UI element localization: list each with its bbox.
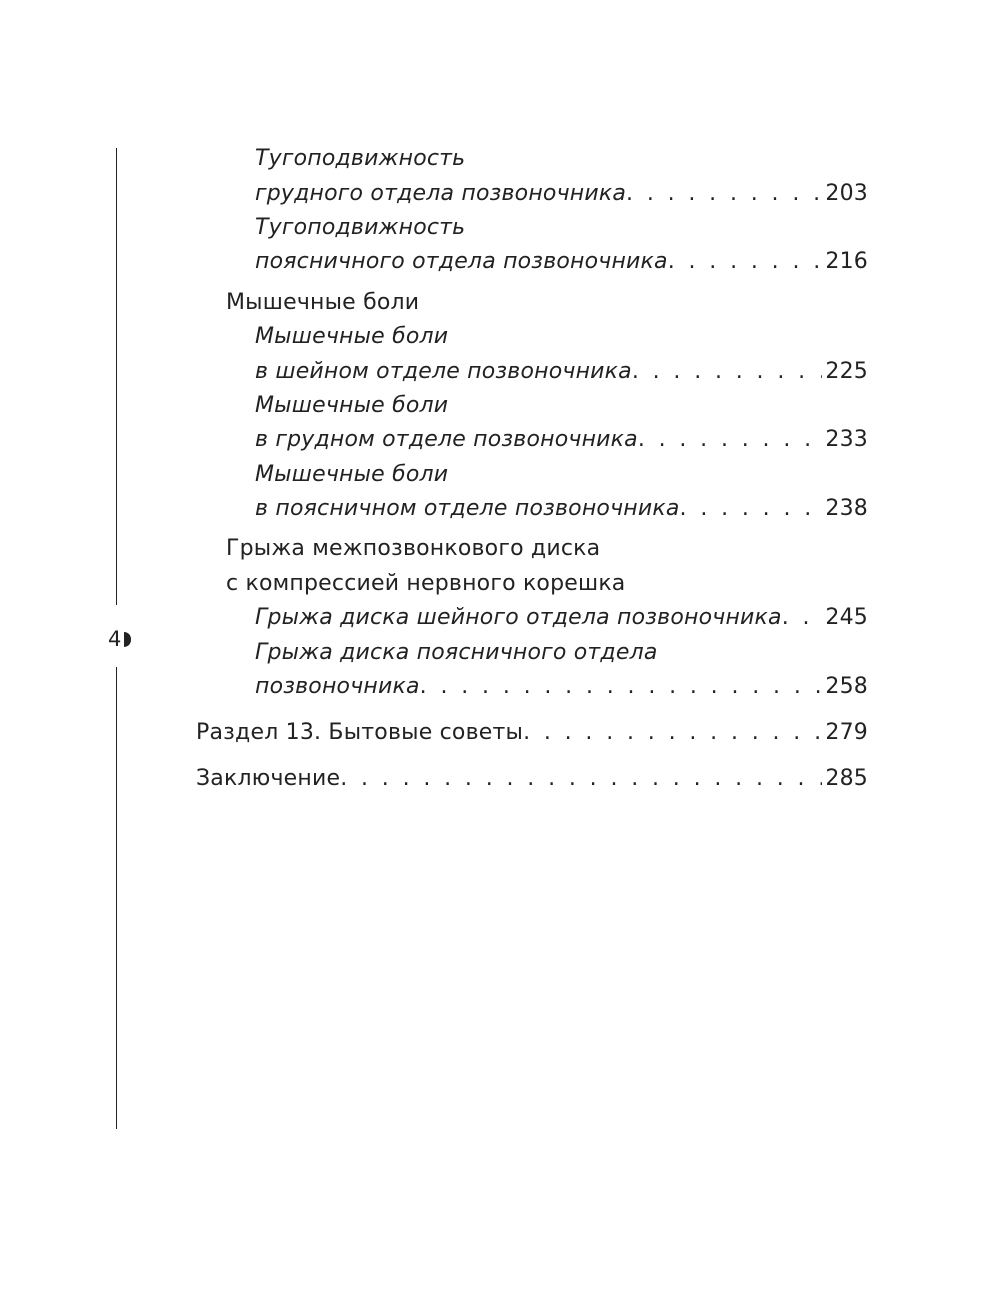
toc-entry-subsection[interactable]: Мышечные боли	[226, 290, 420, 315]
toc-entry-subsubsection: Мышечные боли	[255, 393, 449, 418]
toc-entry-subsubsection: Тугоподвижность	[255, 146, 466, 171]
toc-entry-subsubsection[interactable]: позвоночника . . . 258	[255, 670, 868, 704]
dot-leader	[680, 492, 823, 526]
dot-leader	[523, 716, 822, 750]
dot-leader	[638, 423, 823, 457]
dot-leader	[782, 601, 823, 635]
toc-entry-subsection[interactable]: Грыжа межпозвонкового диска	[226, 536, 601, 561]
toc-entry-subsubsection[interactable]: поясничного отдела позвоночника . . . 216	[255, 245, 868, 279]
dot-leader	[632, 355, 823, 389]
dot-leader	[340, 762, 822, 796]
toc-entry-subsubsection: Мышечные боли	[255, 462, 449, 487]
toc-entry-subsubsection: Мышечные боли	[255, 324, 449, 349]
toc-entry-subsubsection[interactable]: Грыжа диска шейного отдела позвоночника . . . 245	[255, 601, 868, 635]
toc-page-number: 233	[825, 427, 868, 452]
toc-page-number: 203	[825, 181, 868, 206]
toc-page-number: 285	[825, 766, 868, 791]
margin-rule-top	[116, 148, 117, 605]
toc-page-number: 279	[825, 720, 868, 745]
toc-entry-subsubsection: Грыжа диска поясничного отдела	[255, 640, 658, 665]
page-number-marker	[108, 626, 131, 652]
toc-entry-subsection[interactable]: с компрессией нервного корешка	[226, 571, 626, 596]
toc-page-number: 258	[825, 674, 868, 699]
toc-entry-subsubsection[interactable]: в грудном отделе позвоночника . . . 233	[255, 423, 868, 457]
toc-entry-subsubsection[interactable]: грудного отдела позвоночника . . . 203	[255, 177, 868, 211]
toc-entry-subsubsection[interactable]: в шейном отделе позвоночника . . . 225	[255, 355, 868, 389]
half-circle-icon	[124, 632, 131, 647]
toc-page-number: 225	[825, 359, 868, 384]
toc-page-number: 245	[825, 605, 868, 630]
toc-page-number: 216	[825, 249, 868, 274]
page-number: 4	[108, 627, 122, 651]
toc-page-number: 238	[825, 496, 868, 521]
dot-leader	[668, 245, 823, 279]
toc-entry-subsubsection: Тугоподвижность	[255, 215, 466, 240]
toc-entry-section[interactable]: Заключение . . . 285	[196, 762, 868, 796]
dot-leader	[626, 177, 822, 211]
toc-entry-section[interactable]: Раздел 13. Бытовые советы . . . 279	[196, 716, 868, 750]
dot-leader	[420, 670, 823, 704]
margin-rule-bottom	[116, 667, 117, 1129]
toc-entry-subsubsection[interactable]: в поясничном отделе позвоночника . . . 238	[255, 492, 868, 526]
